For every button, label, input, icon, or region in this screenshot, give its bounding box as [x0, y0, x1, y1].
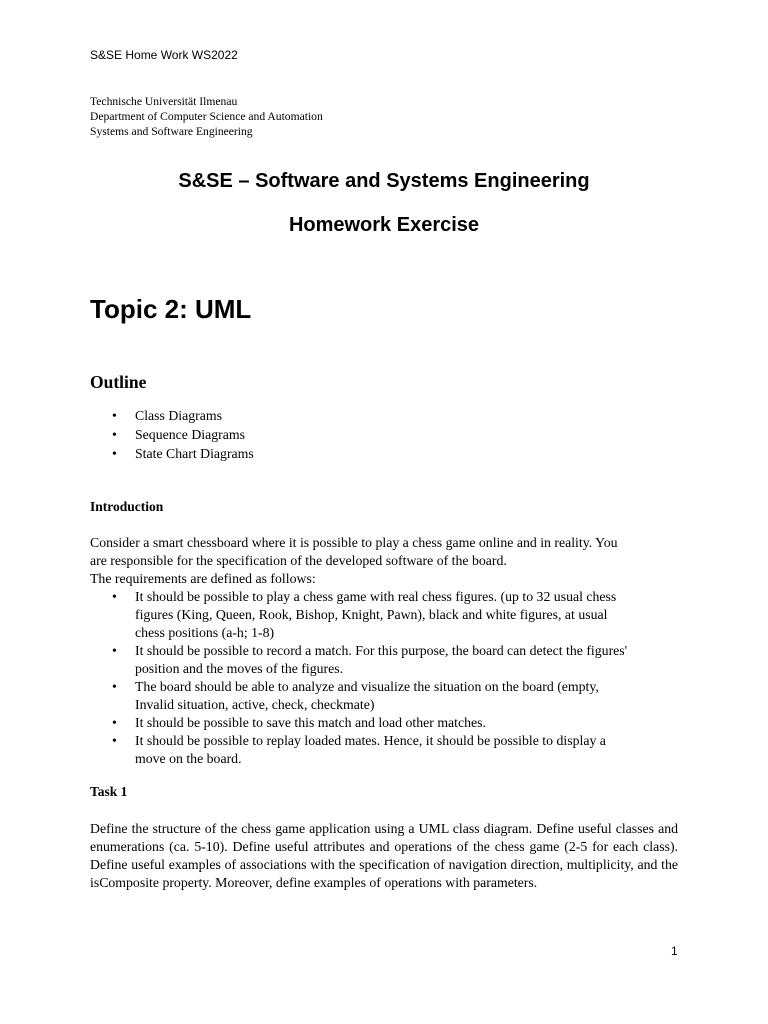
introduction-paragraph — [90, 534, 690, 588]
bullet-icon: • — [112, 589, 117, 604]
requirement-item: • The board should be able to analyze and visualize the situation on the board (empty, Invalid situation, active, check, checkmate) — [112, 679, 599, 712]
topic-heading: Topic 2: UML — [90, 294, 252, 324]
requirements-list — [90, 588, 690, 768]
group-line: Systems and Software Engineering — [90, 125, 253, 138]
requirement-item: • It should be possible to record a match. For this purpose, the board can detect the figures' position and the moves of the figures. — [112, 643, 628, 676]
university-line: Technische Universität Ilmenau — [90, 95, 238, 108]
bullet-icon: • — [112, 445, 117, 461]
outline-item: • Sequence Diagrams — [90, 426, 254, 445]
requirements-intro: The requirements are defined as follows: — [90, 571, 316, 586]
requirement-item: • It should be possible to play a chess game with real chess figures. (up to 32 usual chess figures (King, Queen, Rook, Bishop, Knight, Pawn), black and white figures, at usual chess positions (a-h; 1-8) — [112, 589, 617, 640]
document-title: S&SE – Software and Systems Engineering — [178, 170, 590, 192]
requirement-item: • It should be possible to replay loaded mates. Hence, it should be possible to display a move on the board. — [112, 733, 606, 766]
bullet-icon: • — [112, 733, 117, 748]
outline-item: • State Chart Diagrams — [90, 445, 254, 464]
introduction-heading: Introduction — [90, 499, 164, 514]
outline-heading: Outline — [90, 372, 147, 392]
running-header: S&SE Home Work WS2022 — [90, 48, 238, 62]
bullet-icon: • — [112, 408, 117, 423]
bullet-icon: • — [112, 643, 117, 658]
document-subtitle: Homework Exercise — [288, 214, 480, 236]
task1-heading: Task 1 — [90, 784, 128, 799]
bullet-icon: • — [112, 679, 117, 694]
department-line: Department of Computer Science and Automation — [90, 110, 323, 123]
outline-item: • Class Diagrams — [90, 407, 254, 426]
page-number: 1 — [671, 944, 678, 958]
bullet-icon: • — [112, 715, 117, 730]
intro-line: are responsible for the specification of the developed software of the board. — [90, 553, 507, 568]
task1-text: Define the structure of the chess game application using a UML class diagram. Define useful classes and enumerations (ca. 5-10). Define useful attributes and operations of the chess game (2-5 for each class). Define useful examples of associations with the specification of navigation direction, multiplicity, and the isComposite property. Moreover, define examples of operations with parameters. — [90, 821, 678, 890]
requirement-item: • It should be possible to save this match and load other matches. — [112, 715, 486, 730]
bullet-icon: • — [112, 426, 117, 442]
intro-line: Consider a smart chessboard where it is possible to play a chess game online and in reality. You — [90, 535, 618, 550]
department-block — [90, 94, 323, 139]
outline-list — [90, 407, 254, 463]
